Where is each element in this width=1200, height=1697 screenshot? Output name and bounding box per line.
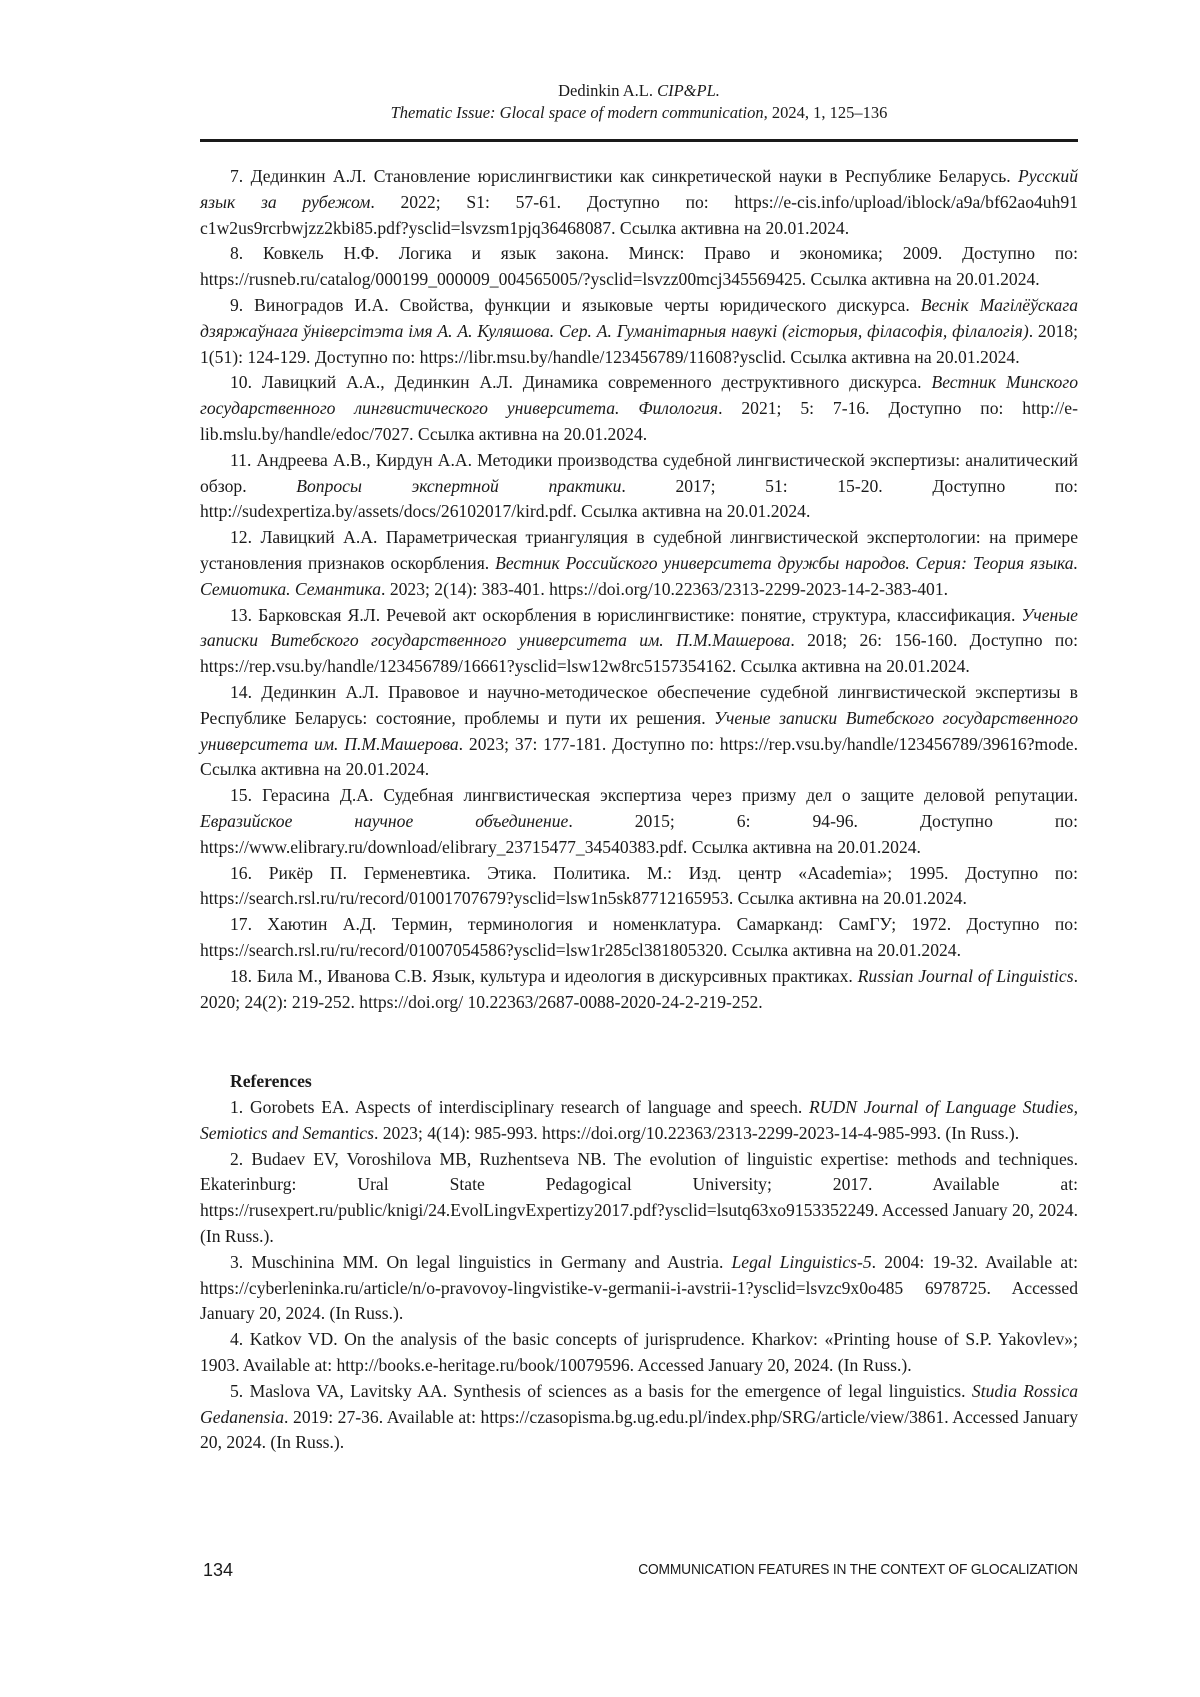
- reference-source-title: Legal Linguistics-5: [731, 1251, 872, 1272]
- references-heading: References: [230, 1071, 312, 1092]
- reference-details: . 2021; 5: 7-16. Доступно по: http://e-lib.mslu.by/handle/edoc/7027. Ссылка активна на 20.01.2024.: [200, 398, 1078, 444]
- reference-source-title: Studia Rossica Gedanensia: [200, 1380, 1078, 1427]
- reference-source-title: Вестник Минского государственного лингвистического университета. Филология: [200, 372, 1078, 419]
- reference-entry: [200, 1379, 1078, 1456]
- reference-text: 16. Рикёр П. Герменевтика. Этика. Политика. М.: Изд. центр «Academia»; 1995. Доступно по: https://search.rsl.ru/ru/record/01001707679?ysclid=lsw1n5sk87712165953. Ссылка активна на 20.01.2024.: [200, 862, 1078, 909]
- page-number: 134: [203, 1560, 234, 1580]
- running-head-line-1: [200, 80, 1078, 102]
- reference-source-title: Вопросы экспертной практики: [296, 475, 622, 496]
- references-english: [200, 1095, 1078, 1456]
- reference-text: 10. Лавицкий А.А., Дединкин А.Л. Динамика современного деструктивного дискурса.: [230, 372, 932, 393]
- reference-source-title: Русский язык за рубежом: [200, 166, 1078, 212]
- reference-entry: [200, 241, 1078, 293]
- reference-entry: [200, 525, 1078, 602]
- reference-text: 4. Katkov VD. On the analysis of the basic concepts of jurisprudence. Kharkov: «Printing house of S.P. Yakovlev»; 1903. Available at: http://books.e-heritage.ru/book/10079596. Accessed January 20, 2024. (In Russ.).: [200, 1329, 1078, 1376]
- reference-details: . 2023; 2(14): 383-401. https://doi.org/10.22363/2313-2299-2023-14-2-383-401.: [381, 578, 949, 599]
- reference-text: 15. Герасина Д.А. Судебная лингвистическая экспертиза через призму дел о защите деловой репутации.: [230, 785, 1078, 806]
- issue-details: 2024, 1, 125–136: [771, 103, 888, 122]
- reference-source-title: Веснік Магілёўскага дзяржаўнага ўніверсітэта імя А. А. Куляшова. Сер. А. Гуманітарныя навукі (гісторыя, філасофія, філалогія): [200, 294, 1078, 341]
- reference-entry: [200, 1327, 1078, 1379]
- author-name: Dedinkin A.L.: [558, 81, 653, 100]
- reference-entry: [200, 293, 1078, 370]
- reference-text: 1. Gorobets EA. Aspects of interdisciplinary research of language and speech.: [230, 1097, 810, 1118]
- header-rule: [200, 139, 1078, 142]
- reference-entry: [200, 1095, 1078, 1147]
- reference-entry: [200, 1250, 1078, 1327]
- reference-source-title: Ученые записки Витебского государственного университета им. П.М.Машерова: [200, 707, 1078, 754]
- reference-text: 13. Барковская Я.Л. Речевой акт оскорбления в юрислингвистике: понятие, структура, классификация.: [230, 604, 1022, 625]
- reference-text: 3. Muschinina MM. On legal linguistics in Germany and Austria.: [230, 1251, 732, 1272]
- reference-text: 7. Дединкин А.Л. Становление юрислингвистики как синкретической науки в Республике Беларусь.: [230, 166, 1018, 186]
- reference-details: . 2019: 27-36. Available at: https://czasopisma.bg.ug.edu.pl/index.php/SRG/article/view/3861. Accessed January 20, 2024. (In Russ.).: [200, 1406, 1078, 1453]
- reference-text: 18. Била М., Иванова С.В. Язык, культура и идеология в дискурсивных практиках.: [230, 965, 858, 986]
- reference-details: . 2023; 4(14): 985-993. https://doi.org/10.22363/2313-2299-2023-14-4-985-993. (In Russ.).: [373, 1122, 1020, 1143]
- bibliography-russian: [200, 164, 1078, 1015]
- reference-details: . 2018; 1(51): 124-129. Доступно по: https://libr.msu.by/handle/123456789/11608?ysclid. Ссылка активна на 20.01.2024.: [200, 320, 1078, 367]
- reference-text: 8. Ковкель Н.Ф. Логика и язык закона. Минск: Право и экономика; 2009. Доступно по: https://rusneb.ru/catalog/000199_000009_004565005/?ysclid=lsvzz00mcj345569425. Ссылка активна на 20.01.2024.: [200, 243, 1078, 290]
- reference-entry: [200, 783, 1078, 860]
- reference-entry: [200, 164, 1078, 241]
- reference-details: . 2022; S1: 57-61. Доступно по: https://e-cis.info/upload/iblock/a9a/bf62ao4uh91 c1w2us9rcrbwjzz2kbi85.pdf?ysclid=lsvzsm1pjq36468087. Ссылка активна на 20.01.2024.: [200, 191, 1078, 238]
- running-head: [200, 80, 1078, 124]
- reference-details: . 2017; 51: 15-20. Доступно по: http://sudexpertiza.by/assets/docs/26102017/kird.pdf. Ссылка активна на 20.01.2024.: [200, 475, 1078, 522]
- reference-source-title: RUDN Journal of Language Studies, Semiotics and Semantics: [200, 1097, 1079, 1143]
- reference-details: . 2023; 37: 177-181. Доступно по: https://rep.vsu.by/handle/123456789/39616?mode. Ссылка активна на 20.01.2024.: [200, 733, 1078, 780]
- reference-entry: [200, 861, 1078, 913]
- reference-source-title: Вестник Российского университета дружбы народов. Серия: Теория языка. Семиотика. Семантика: [200, 552, 1078, 599]
- reference-entry: [200, 912, 1078, 964]
- reference-source-title: Евразийское научное объединение: [200, 810, 569, 831]
- reference-text: 9. Виноградов И.А. Свойства, функции и языковые черты юридического дискурса.: [230, 294, 921, 315]
- reference-source-title: Ученые записки Витебского государственного университета им. П.М.Машерова: [200, 604, 1078, 651]
- reference-entry: [200, 603, 1078, 680]
- reference-source-title: Russian Journal of Linguistics: [857, 965, 1074, 986]
- reference-entry: [200, 1147, 1078, 1250]
- reference-text: 11. Андреева А.В., Кирдун А.А. Методики производства судебной лингвистической экспертизы: аналитический обзор.: [200, 449, 1078, 496]
- reference-details: . 2004: 19-32. Available at: https://cyberleninka.ru/article/n/o-pravovoy-lingvistike-v-germanii-i-avstrii-1?ysclid=lsvzc9x0o485 6978725. Accessed January 20, 2024. (In Russ.).: [200, 1251, 1078, 1324]
- reference-entry: [200, 448, 1078, 525]
- reference-text: 17. Хаютин А.Д. Термин, терминология и номенклатура. Самарканд: СамГУ; 1972. Доступно по: https://search.rsl.ru/ru/record/01007054586?ysclid=lsw1r285cl381805320. Ссылка активна на 20.01.2024.: [200, 914, 1078, 960]
- reference-text: 2. Budaev EV, Voroshilova MB, Ruzhentseva NB. The evolution of linguistic expertise: methods and techniques. Ekaterinburg: Ural State Pedagogical University; 2017. Available at: https://rusexpert.ru/public/knigi/24.EvolLingvExpertizy2017.pdf?ysclid=lsutq63xo9153352249. Accessed January 20, 2024. (In Russ.).: [200, 1148, 1078, 1247]
- reference-entry: [200, 680, 1078, 783]
- reference-text: 5. Maslova VA, Lavitsky AA. Synthesis of sciences as a basis for the emergence of legal linguistics.: [230, 1380, 972, 1401]
- reference-details: . 2015; 6: 94-96. Доступно по: https://www.elibrary.ru/download/elibrary_23715477_34540383.pdf. Ссылка активна на 20.01.2024.: [200, 810, 1078, 857]
- page-footer: [203, 1560, 1078, 1584]
- issue-label: Thematic Issue: Glocal space of modern communication,: [390, 103, 768, 122]
- journal-abbrev: CIP&PL.: [657, 81, 720, 100]
- reference-entry: [200, 964, 1078, 1016]
- reference-text: 12. Лавицкий А.А. Параметрическая триангуляция в судебной лингвистической экспертологии: на примере установления признаков оскорбления.: [200, 527, 1078, 573]
- reference-entry: [200, 370, 1078, 447]
- reference-details: . 2020; 24(2): 219-252. https://doi.org/ 10.22363/2687-0088-2020-24-2-219-252.: [200, 965, 1078, 1012]
- reference-details: . 2018; 26: 156-160. Доступно по: https://rep.vsu.by/handle/123456789/16661?ysclid=lsw12w8rc5157354162. Ссылка активна на 20.01.2024.: [200, 630, 1078, 677]
- reference-content: [200, 164, 1078, 1456]
- running-head-line-2: [200, 102, 1078, 124]
- reference-text: 14. Дединкин А.Л. Правовое и научно-методическое обеспечение судебной лингвистической экспертизы в Республике Беларусь: состояние, проблемы и пути их решения.: [200, 681, 1078, 728]
- section-title: COMMUNICATION FEATURES IN THE CONTEXT OF GLOCALIZATION: [638, 1561, 1078, 1578]
